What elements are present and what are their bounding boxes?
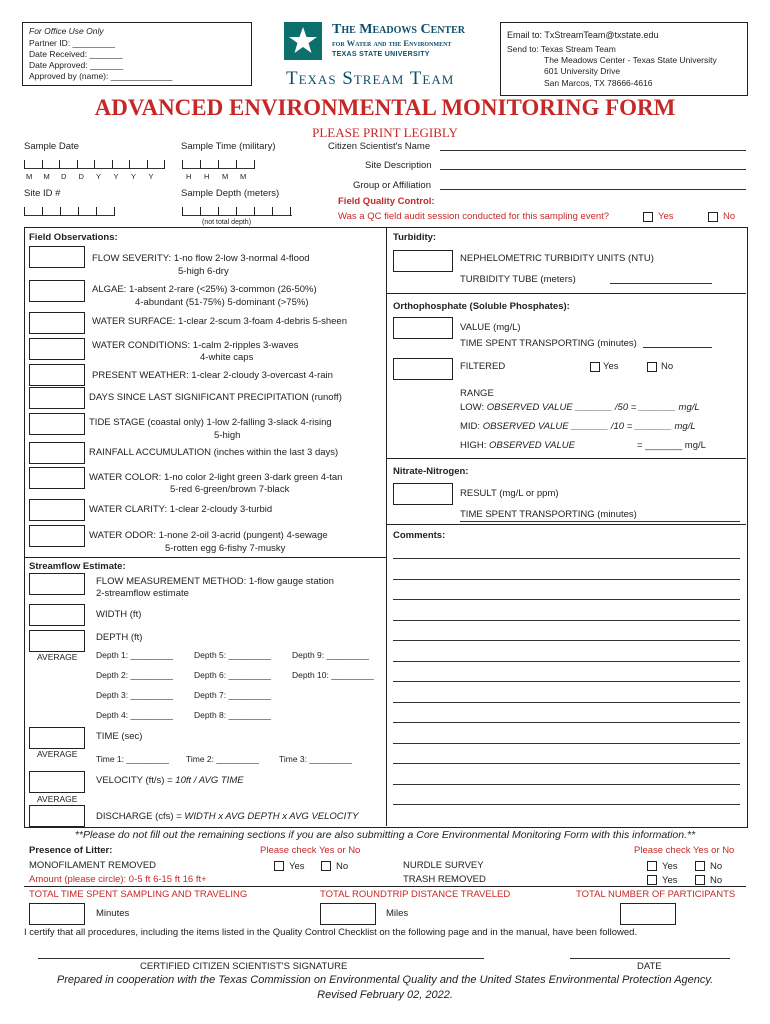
depth-6: Depth 6: _________	[194, 670, 272, 680]
nurdle-label: NURDLE SURVEY	[403, 860, 484, 871]
not-total-depth-note: (not total depth)	[202, 219, 252, 226]
trash-yes-label: Yes	[662, 875, 678, 886]
certify-statement: I certify that all procedures, including the items listed in the Quality Control Checklist on the following page and in the manual, have been followed.	[24, 927, 638, 938]
site-id-tick	[60, 207, 61, 216]
trash-yes-checkbox[interactable]	[647, 875, 657, 885]
minutes-label: Minutes	[96, 908, 130, 919]
qc-question: Was a QC field audit session conducted for this sampling event?	[338, 211, 610, 222]
turbidity-divider	[387, 293, 746, 294]
water-conditions-label-2: 4-white caps	[200, 352, 254, 363]
sample-time-tick	[254, 160, 255, 169]
discharge-formula: WIDTH x AVG DEPTH x AVG VELOCITY	[184, 811, 359, 822]
present-weather-input[interactable]	[29, 364, 85, 386]
sample-depth-tick	[236, 207, 237, 216]
range-mid-label: MID:	[460, 421, 481, 432]
comments-title: Comments:	[393, 530, 446, 541]
trash-no-checkbox[interactable]	[695, 875, 705, 885]
range-high	[460, 440, 575, 452]
flow-severity-label-2: 5-high 6-dry	[178, 266, 229, 277]
comment-line[interactable]	[393, 620, 740, 621]
ortho-value-label: VALUE (mg/L)	[460, 322, 521, 333]
comment-line[interactable]	[393, 558, 740, 559]
comment-line[interactable]	[393, 579, 740, 580]
ntu-label: NEPHELOMETRIC TURBIDITY UNITS (NTU)	[460, 253, 654, 264]
depth-2: Depth 2: _________	[96, 670, 174, 680]
water-color-input[interactable]	[29, 467, 85, 489]
range-mid	[460, 421, 696, 433]
water-color-label-2: 5-red 6-green/brown 7-black	[170, 484, 290, 495]
qc-yes-label: Yes	[658, 211, 674, 222]
site-description-field[interactable]	[440, 169, 746, 170]
nurdle-no-label: No	[710, 861, 723, 872]
sample-date-label: Sample Date	[24, 141, 79, 152]
comment-line[interactable]	[393, 743, 740, 744]
discharge-label	[96, 811, 358, 823]
meadows-logo-icon	[284, 22, 322, 60]
total-time-input[interactable]	[29, 903, 85, 925]
depth-4: Depth 4: _________	[96, 710, 174, 720]
logo-team: Texas Stream Team	[286, 68, 455, 89]
total-time-label: TOTAL TIME SPENT SAMPLING AND TRAVELING	[29, 889, 248, 900]
column-divider	[386, 228, 387, 558]
width-input[interactable]	[29, 604, 85, 626]
signature-field[interactable]	[38, 958, 484, 959]
sample-date-tick	[77, 160, 78, 169]
range-label: RANGE	[460, 388, 494, 399]
total-distance-input[interactable]	[320, 903, 376, 925]
core-form-notice: **Please do not fill out the remaining sections if you are also submitting a Core Environmental Monitoring Form with this information.**	[74, 829, 696, 841]
range-high-tail: = _______ mg/L	[637, 440, 706, 451]
site-id-tick	[24, 207, 25, 216]
ortho-time-label: TIME SPENT TRANSPORTING (minutes)	[460, 338, 637, 349]
nitrate-divider	[387, 524, 746, 525]
water-clarity-label: WATER CLARITY: 1-clear 2-cloudy 3-turbid	[89, 504, 273, 515]
sample-depth-label: Sample Depth (meters)	[181, 188, 280, 199]
date-letter: Y	[131, 172, 137, 181]
rainfall-input[interactable]	[29, 442, 85, 464]
algae-label-2: 4-abundant (51-75%) 5-dominant (>75%)	[135, 297, 309, 308]
ntu-input[interactable]	[393, 250, 453, 272]
site-id-tick	[42, 207, 43, 216]
total-participants-input[interactable]	[620, 903, 676, 925]
sample-depth-tick	[182, 207, 183, 216]
water-surface-input[interactable]	[29, 312, 85, 334]
qc-no-label: No	[723, 211, 736, 222]
time-3: Time 3: _________	[279, 754, 352, 764]
logo-line1: The Meadows Center	[332, 22, 466, 37]
time-1: Time 1: _________	[96, 754, 169, 764]
depth-avg-input[interactable]	[29, 630, 85, 652]
date-letter: H	[186, 172, 192, 181]
nurdle-yes-checkbox[interactable]	[647, 861, 657, 871]
depth-9: Depth 9: _________	[292, 650, 370, 660]
width-label: WIDTH (ft)	[96, 609, 142, 620]
total-participants-label: TOTAL NUMBER OF PARTICIPANTS	[576, 889, 736, 900]
depth-10: Depth 10: _________	[292, 670, 374, 680]
range-low-label: LOW:	[460, 402, 485, 413]
totals-rule	[24, 886, 746, 887]
sample-time-label: Sample Time (military)	[181, 141, 276, 152]
address-line2: 601 University Drive	[544, 66, 621, 76]
discharge-label-a: DISCHARGE (cfs) =	[96, 811, 185, 822]
comment-line[interactable]	[393, 599, 740, 600]
comment-line[interactable]	[393, 722, 740, 723]
date-letter: Y	[96, 172, 102, 181]
date-approved: Date Approved: _______	[29, 60, 124, 70]
sample-date-tick	[112, 160, 113, 169]
flow-severity-label: FLOW SEVERITY: 1-no flow 2-low 3-normal 4-flood	[92, 253, 310, 264]
litter-title: Presence of Litter:	[29, 845, 113, 856]
mono-yes-label: Yes	[289, 861, 305, 872]
total-distance-label: TOTAL ROUNDTRIP DISTANCE TRAVELED	[320, 889, 511, 900]
flow-severity-input[interactable]	[29, 246, 85, 268]
nurdle-no-checkbox[interactable]	[695, 861, 705, 871]
mono-yes-checkbox[interactable]	[274, 861, 284, 871]
filtered-yes-checkbox[interactable]	[590, 362, 600, 372]
sample-time-tick	[218, 160, 219, 169]
nitrate-time-label: TIME SPENT TRANSPORTING (minutes)	[460, 509, 637, 520]
mono-no-checkbox[interactable]	[321, 861, 331, 871]
filtered-yes-label: Yes	[603, 361, 619, 372]
footer-prepared: Prepared in cooperation with the Texas Commission on Environmental Quality and the United States Environmental Protection Agency.	[56, 974, 714, 986]
water-odor-label-2: 5-rotten egg 6-fishy 7-musky	[165, 543, 286, 554]
ortho-time-field[interactable]	[643, 347, 712, 348]
flow-method-label: FLOW MEASUREMENT METHOD: 1-flow gauge station	[96, 576, 334, 587]
water-color-label: WATER COLOR: 1-no color 2-light green 3-dark green 4-tan	[89, 472, 343, 483]
mono-no-label: No	[336, 861, 349, 872]
tube-label: TURBIDITY TUBE (meters)	[460, 274, 576, 285]
logo-line2: for Water and the Environment	[332, 38, 452, 48]
date-label: DATE	[637, 961, 662, 972]
form-title: ADVANCED ENVIRONMENTAL MONITORING FORM	[94, 95, 676, 120]
footer-revised: Revised February 02, 2022.	[317, 989, 453, 1001]
water-conditions-label: WATER CONDITIONS: 1-calm 2-ripples 3-waves	[92, 340, 299, 351]
trash-no-label: No	[710, 875, 723, 886]
ortho-divider	[387, 458, 746, 459]
tide-stage-input[interactable]	[29, 413, 85, 435]
depth-7: Depth 7: _________	[194, 690, 272, 700]
date-letter: D	[78, 172, 84, 181]
nitrate-title: Nitrate-Nitrogen:	[393, 466, 469, 477]
ortho-title: Orthophosphate (Soluble Phosphates):	[393, 301, 570, 312]
water-odor-label: WATER ODOR: 1-none 2-oil 3-acrid (pungent) 4-sewage	[89, 530, 328, 541]
comment-line[interactable]	[393, 640, 740, 641]
form-subtitle: PLEASE PRINT LEGIBLY	[312, 125, 458, 140]
date-letter: M	[26, 172, 33, 181]
address-line3: San Marcos, TX 78666-4616	[544, 78, 653, 88]
date-letter: M	[222, 172, 229, 181]
sample-date-tick	[94, 160, 95, 169]
depth-average-label: AVERAGE	[37, 652, 78, 662]
litter-check-right: Please check Yes or No	[634, 845, 735, 856]
site-id-field[interactable]	[24, 215, 114, 216]
velocity-label-a: VELOCITY (ft/s) =	[96, 775, 176, 786]
nitrate-result-label: RESULT (mg/L or ppm)	[460, 488, 559, 499]
comment-line[interactable]	[393, 784, 740, 785]
depth-3: Depth 3: _________	[96, 690, 174, 700]
comment-line[interactable]	[393, 804, 740, 805]
qc-title: Field Quality Control:	[338, 196, 435, 207]
tide-stage-label-2: 5-high	[214, 430, 241, 441]
sample-date-tick	[24, 160, 25, 169]
rainfall-label: RAINFALL ACCUMULATION (inches within the last 3 days)	[89, 447, 339, 458]
time-average-label: AVERAGE	[37, 749, 78, 759]
sample-depth-field[interactable]	[182, 215, 292, 216]
site-id-label: Site ID #	[24, 188, 61, 199]
miles-label: Miles	[386, 908, 409, 919]
date-letter: Y	[148, 172, 154, 181]
sample-depth-tick	[290, 207, 291, 216]
group-label: Group or Affiliation	[353, 180, 431, 191]
filtered-no-checkbox[interactable]	[647, 362, 657, 372]
email-to: Email to: TxStreamTeam@txstate.edu	[507, 30, 659, 40]
sample-time-tick	[182, 160, 183, 169]
date-letter: M	[240, 172, 247, 181]
sample-date-tick	[59, 160, 60, 169]
sample-date-tick	[164, 160, 165, 169]
time-2: Time 2: _________	[186, 754, 259, 764]
velocity-average-label: AVERAGE	[37, 794, 78, 804]
amount-label: Amount (please circle): 0-5 ft 6-15 ft 16 ft+	[29, 874, 207, 885]
group-field[interactable]	[440, 189, 746, 190]
filtered-no-label: No	[661, 361, 674, 372]
nitrate-result-input[interactable]	[393, 483, 453, 505]
send-to: Send to: Texas Stream Team	[507, 44, 616, 54]
streamflow-title: Streamflow Estimate:	[29, 561, 126, 572]
depth-8: Depth 8: _________	[194, 710, 272, 720]
algae-label: ALGAE: 1-absent 2-rare (<25%) 3-common (26-50%)	[92, 284, 317, 295]
logo-line3: TEXAS STATE UNIVERSITY	[332, 51, 430, 58]
approved-by: Approved by (name): _____________	[29, 71, 173, 81]
date-letter: H	[204, 172, 210, 181]
flow-method-input[interactable]	[29, 573, 85, 595]
site-id-tick	[78, 207, 79, 216]
nurdle-yes-label: Yes	[662, 861, 678, 872]
column-divider-lower	[386, 524, 387, 826]
field-observations-title: Field Observations:	[29, 232, 118, 243]
address-line1: The Meadows Center - Texas State University	[544, 55, 717, 65]
mono-label: MONOFILAMENT REMOVED	[29, 860, 157, 871]
ortho-filtered-label: FILTERED	[460, 361, 506, 372]
sample-date-tick	[42, 160, 43, 169]
site-id-tick	[96, 207, 97, 216]
range-high-label: HIGH:	[460, 440, 487, 451]
tube-field[interactable]	[610, 283, 712, 284]
days-since-input[interactable]	[29, 387, 85, 409]
velocity-input[interactable]	[29, 771, 85, 793]
ortho-value-input[interactable]	[393, 317, 453, 339]
litter-check-left: Please check Yes or No	[260, 845, 361, 856]
citizen-name-field[interactable]	[440, 150, 746, 151]
date-letter: D	[61, 172, 67, 181]
signature-label: CERTIFIED CITIZEN SCIENTIST'S SIGNATURE	[140, 961, 348, 972]
sample-depth-tick	[200, 207, 201, 216]
date-letter: Y	[113, 172, 119, 181]
range-mid-observed: OBSERVED VALUE _______ /10 = _______ mg/L	[482, 421, 696, 432]
date-letter: M	[43, 172, 50, 181]
site-id-tick	[114, 207, 115, 216]
sample-time-tick	[236, 160, 237, 169]
date-field[interactable]	[570, 958, 730, 959]
comment-line[interactable]	[393, 702, 740, 703]
date-received: Date Received: _______	[29, 49, 123, 59]
present-weather-label: PRESENT WEATHER: 1-clear 2-cloudy 3-overcast 4-rain	[92, 370, 333, 381]
comment-line[interactable]	[393, 661, 740, 662]
depth-1: Depth 1: _________	[96, 650, 174, 660]
range-low-observed: OBSERVED VALUE _______ /50 = _______ mg/L	[486, 402, 700, 413]
sample-date-tick	[129, 160, 130, 169]
streamflow-divider	[24, 557, 387, 558]
range-low	[460, 402, 700, 414]
flow-method-label-2: 2-streamflow estimate	[96, 588, 189, 599]
sample-depth-tick	[218, 207, 219, 216]
time-label: TIME (sec)	[96, 731, 143, 742]
qc-yes-checkbox[interactable]	[643, 212, 653, 222]
discharge-input[interactable]	[29, 805, 85, 827]
nitrate-time-field[interactable]	[460, 521, 740, 522]
time-avg-input[interactable]	[29, 727, 85, 749]
ortho-time-input[interactable]	[393, 358, 453, 380]
qc-no-checkbox[interactable]	[708, 212, 718, 222]
depth-label: DEPTH (ft)	[96, 632, 143, 643]
comment-line[interactable]	[393, 763, 740, 764]
water-conditions-input[interactable]	[29, 338, 85, 360]
sample-time-tick	[200, 160, 201, 169]
sample-date-tick	[147, 160, 148, 169]
velocity-formula: 10ft / AVG TIME	[175, 775, 244, 786]
trash-label: TRASH REMOVED	[403, 874, 486, 885]
tide-stage-label: TIDE STAGE (coastal only) 1-low 2-falling 3-slack 4-rising	[89, 417, 332, 428]
sample-depth-tick	[272, 207, 273, 216]
sample-depth-tick	[254, 207, 255, 216]
water-odor-input[interactable]	[29, 525, 85, 547]
water-surface-label: WATER SURFACE: 1-clear 2-scum 3-foam 4-debris 5-sheen	[92, 316, 347, 327]
depth-5: Depth 5: _________	[194, 650, 272, 660]
turbidity-title: Turbidity:	[393, 232, 437, 243]
comment-line[interactable]	[393, 681, 740, 682]
range-high-observed: OBSERVED VALUE	[489, 440, 575, 451]
site-description-label: Site Description	[365, 160, 432, 171]
citizen-name-label: Citizen Scientist's Name	[328, 141, 431, 152]
water-clarity-input[interactable]	[29, 499, 85, 521]
office-use-title: For Office Use Only	[29, 26, 104, 36]
days-since-label: DAYS SINCE LAST SIGNIFICANT PRECIPITATION (runoff)	[89, 392, 342, 403]
velocity-label	[96, 775, 244, 787]
algae-input[interactable]	[29, 280, 85, 302]
partner-id: Partner ID: _________	[29, 38, 116, 48]
